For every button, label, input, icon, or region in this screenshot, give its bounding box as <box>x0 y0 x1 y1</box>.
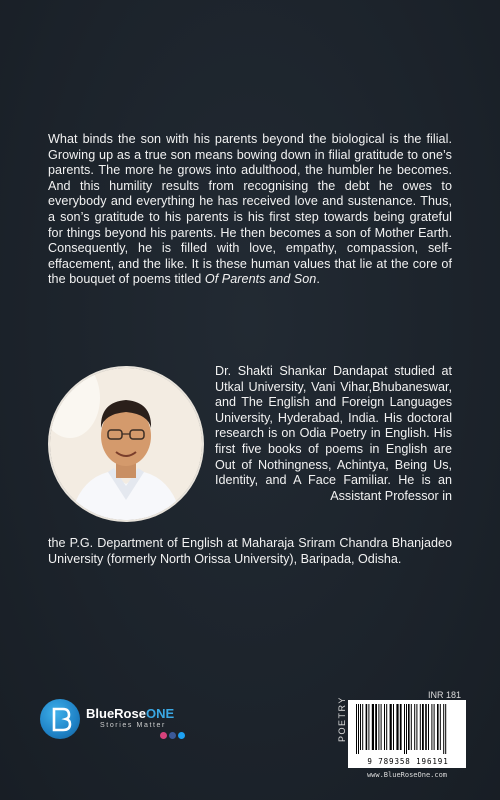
barcode-bar <box>445 704 446 754</box>
barcode-bar <box>425 704 427 750</box>
twitter-icon <box>178 732 185 739</box>
barcode-bar <box>381 704 382 750</box>
back-cover-blurb <box>48 132 452 288</box>
publisher-website: www.BlueRoseOne.com <box>366 771 448 779</box>
barcode-bar <box>390 704 392 750</box>
barcode-bar <box>400 704 402 750</box>
book-title-italic: Of Parents and Son <box>204 272 317 287</box>
barcode-bar <box>358 704 359 754</box>
blurb-text: What binds the son with his parents beyond the biological is the filial. Growing up as a true son means bowing down in filial gratitude to one’s parents. The more he grows into adulthood, the humbler he becomes. And this humility results from recognising the debt he owes to everybody and everything he has received love and sustenance. Thus, a son’s gratitude to his parents is his first step towards being grateful for things beyond his parents. He then becomes a son of Mother Earth. Consequently, he is filled with love, empathy, compassion, self-effacement, and the like. It is these human values that lie at the core of the bouquet of poems titled <box>48 132 452 287</box>
blurb-end: . <box>316 272 320 287</box>
facebook-icon <box>169 732 176 739</box>
barcode-bar <box>406 704 407 754</box>
barcode-bar <box>431 704 432 750</box>
instagram-icon <box>160 732 167 739</box>
barcode-bar <box>428 704 429 750</box>
publisher-logo-icon <box>40 699 80 739</box>
author-bio-continued: the P.G. Department of English at Maharaja Sriram Chandra Bhanjadeo University (formerly North Orissa University), Baripada, Odisha. <box>48 536 452 566</box>
barcode-bar <box>386 704 387 750</box>
barcode-bar <box>422 704 424 750</box>
publisher-logo <box>40 697 210 743</box>
author-bio: Dr. Shakti Shankar Dandapat studied at Utkal University, Vani Vihar,Bhubaneswar, and The English and Foreign Languages University, Hyderabad, India. His doctoral research is on Odia Poetry in English. His first five books of poems in English are Out of Nothingness, Achintya, Being Us, Identity, and A Face Familiar. He is an Assistant Professor in <box>215 364 452 503</box>
barcode-bars <box>348 700 466 756</box>
barcode-bar <box>378 704 379 750</box>
barcode-bar <box>368 704 369 750</box>
price-label: INR 181 <box>428 690 462 700</box>
barcode-bar <box>384 704 385 750</box>
isbn-number: 9 789358 196191 <box>367 757 449 766</box>
barcode-bar <box>404 704 405 754</box>
author-photo <box>50 368 202 520</box>
barcode-bar <box>375 704 377 750</box>
barcode-bar <box>434 704 435 750</box>
barcode-bar <box>420 704 421 750</box>
barcode-bar <box>414 704 415 750</box>
barcode-bar <box>396 704 398 750</box>
publisher-name: BlueRoseONE <box>86 706 175 721</box>
barcode-bar <box>362 704 363 750</box>
barcode-bar <box>360 704 361 750</box>
genre-label: POETRY <box>337 696 347 742</box>
barcode-bar <box>366 704 368 750</box>
social-icons <box>160 732 185 739</box>
publisher-tagline: Stories Matter <box>100 722 166 729</box>
barcode-bar <box>356 704 357 754</box>
barcode-bar <box>372 704 374 750</box>
barcode-bar <box>393 704 394 750</box>
barcode-bar <box>443 704 444 754</box>
barcode-bar <box>437 704 439 750</box>
barcode-bar <box>416 704 417 750</box>
barcode-bar <box>411 704 412 750</box>
barcode-bar <box>408 704 410 750</box>
barcode-bar <box>440 704 441 750</box>
